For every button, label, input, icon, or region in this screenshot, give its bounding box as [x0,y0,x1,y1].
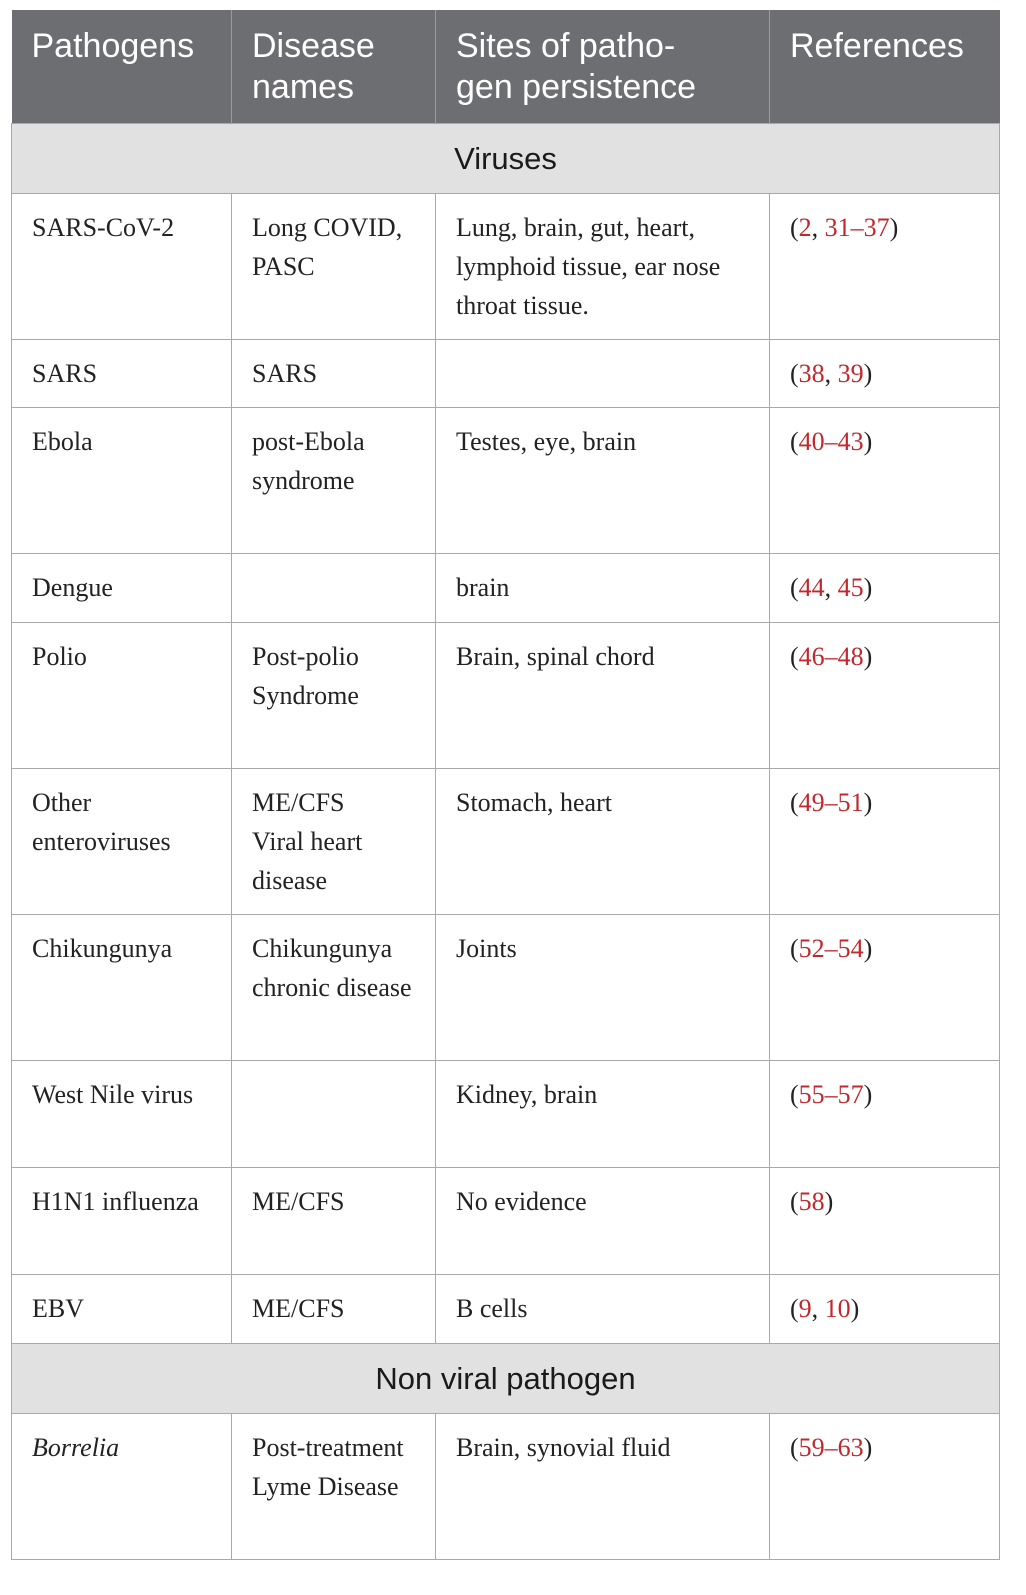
pathogen-cell [12,1167,232,1274]
reference-link[interactable]: 31–37 [824,212,890,242]
reference-link[interactable]: 44 [798,572,825,602]
reference-punctuation: ) [863,787,873,817]
sites-cell-text: B cells [456,1293,528,1323]
header-disease-names-label: Disease names [252,27,375,106]
reference-punctuation: ) [863,1079,873,1109]
pathogen-cell-text: SARS [32,358,98,388]
pathogen-cell [12,1274,232,1343]
table-row [12,768,1000,914]
references-cell [770,622,1000,768]
sites-cell-text: Lung, brain, gut, heart, lymphoid tissue, ear nose throat tissue. [456,212,721,320]
table-header [12,10,1000,123]
sites-cell [436,407,770,553]
reference-link[interactable]: 10 [824,1293,851,1323]
reference-link[interactable]: 59–63 [798,1432,864,1462]
reference-punctuation: ) [863,358,873,388]
pathogen-cell [12,553,232,622]
pathogen-cell-text: Polio [32,641,87,671]
reference-punctuation: ( [790,787,799,817]
table-row [12,193,1000,339]
reference-punctuation: ( [790,1293,799,1323]
section-title: Non viral pathogen [12,1343,1000,1413]
section-row [12,1343,1000,1413]
pathogen-cell-text: SARS-CoV-2 [32,212,175,242]
references-cell [770,914,1000,1060]
sites-cell [436,193,770,339]
sites-cell-text: Kidney, brain [456,1079,598,1109]
pathogen-cell [12,1060,232,1167]
header-sites [436,10,770,123]
table-row [12,622,1000,768]
references-cell [770,1167,1000,1274]
disease-cell [232,1060,436,1167]
disease-cell [232,1167,436,1274]
header-references-label: References [790,27,964,65]
sites-cell-text: Stomach, heart [456,787,612,817]
disease-cell [232,768,436,914]
disease-cell [232,407,436,553]
reference-link[interactable]: 39 [837,358,864,388]
pathogen-persistence-table [11,10,1000,1560]
reference-link[interactable]: 45 [837,572,864,602]
pathogen-cell [12,768,232,914]
reference-punctuation: ( [790,1186,799,1216]
header-pathogens [12,10,232,123]
table-row [12,1167,1000,1274]
disease-cell-text: Post-treatment Lyme Disease [252,1432,404,1501]
table-row [12,1413,1000,1559]
references-cell [770,1274,1000,1343]
table-row [12,1060,1000,1167]
pathogen-cell-text: Chikungunya [32,933,173,963]
pathogen-cell [12,339,232,407]
sites-cell [436,1167,770,1274]
sites-cell-text: No evidence [456,1186,587,1216]
reference-link[interactable]: 46–48 [798,641,864,671]
references-cell [770,407,1000,553]
reference-link[interactable]: 52–54 [798,933,864,963]
references-cell [770,193,1000,339]
disease-cell [232,553,436,622]
pathogen-cell [12,1413,232,1559]
disease-cell [232,339,436,407]
disease-cell [232,622,436,768]
reference-punctuation: ( [790,933,799,963]
sites-cell [436,768,770,914]
header-sites-label: Sites of patho- gen persistence [456,27,697,106]
table-row [12,553,1000,622]
references-cell [770,339,1000,407]
pathogen-cell-text: Dengue [32,572,113,602]
pathogen-cell [12,193,232,339]
disease-cell [232,1274,436,1343]
pathogen-cell-text: Borrelia [32,1432,120,1462]
reference-punctuation: , [824,358,838,388]
reference-punctuation: ) [850,1293,860,1323]
disease-cell-text: Viral heart disease [252,826,363,895]
sites-cell [436,622,770,768]
pathogen-cell [12,622,232,768]
sites-cell-text: Joints [456,933,517,963]
reference-punctuation: ) [863,572,873,602]
pathogen-cell [12,914,232,1060]
header-references [770,10,1000,123]
references-cell [770,1060,1000,1167]
reference-punctuation: ( [790,212,799,242]
pathogen-cell-text: Ebola [32,426,93,456]
reference-punctuation: ( [790,1079,799,1109]
disease-cell-text: Long COVID, PASC [252,212,403,281]
references-cell [770,1413,1000,1559]
reference-link[interactable]: 49–51 [798,787,864,817]
pathogen-cell-text: EBV [32,1293,84,1323]
header-row [12,10,1000,123]
reference-punctuation: ( [790,358,799,388]
disease-cell [232,914,436,1060]
sites-cell [436,1274,770,1343]
sites-cell [436,553,770,622]
reference-link[interactable]: 2 [798,212,812,242]
sites-cell [436,339,770,407]
table-row [12,1274,1000,1343]
disease-cell-text: ME/CFS [252,787,345,817]
header-disease-names [232,10,436,123]
reference-link[interactable]: 55–57 [798,1079,864,1109]
reference-link[interactable]: 38 [798,358,825,388]
reference-punctuation: ) [863,933,873,963]
disease-cell-text: SARS [252,358,318,388]
reference-punctuation: ) [889,212,899,242]
sites-cell [436,1060,770,1167]
reference-punctuation: ( [790,572,799,602]
disease-cell-text: Chikungunya chronic disease [252,933,412,1002]
reference-punctuation: , [811,1293,825,1323]
pathogen-cell-text: West Nile virus [32,1079,194,1109]
pathogen-cell [12,407,232,553]
pathogen-cell-text: H1N1 influenza [32,1186,199,1216]
disease-cell-text: post-Ebola syndrome [252,426,365,495]
pathogen-cell-text: Other enteroviruses [32,787,171,856]
disease-cell-text: Post-polio Syndrome [252,641,359,710]
disease-cell-text: ME/CFS [252,1186,345,1216]
reference-link[interactable]: 40–43 [798,426,864,456]
sites-cell [436,914,770,1060]
section-title: Viruses [12,123,1000,193]
table-row [12,339,1000,407]
reference-punctuation: ) [863,641,873,671]
section-row [12,123,1000,193]
reference-punctuation: ( [790,426,799,456]
reference-punctuation: ( [790,1432,799,1462]
table-row [12,914,1000,1060]
sites-cell-text: Testes, eye, brain [456,426,637,456]
reference-punctuation: , [811,212,825,242]
reference-link[interactable]: 58 [798,1186,825,1216]
sites-cell [436,1413,770,1559]
reference-link[interactable]: 9 [798,1293,812,1323]
reference-punctuation: ) [824,1186,834,1216]
reference-punctuation: ) [863,1432,873,1462]
reference-punctuation: , [824,572,838,602]
sites-cell-text: Brain, synovial fluid [456,1432,671,1462]
sites-cell-text: brain [456,572,510,602]
sites-cell-text: Brain, spinal chord [456,641,655,671]
disease-cell [232,1413,436,1559]
references-cell [770,768,1000,914]
table-row [12,407,1000,553]
references-cell [770,553,1000,622]
disease-cell-text: ME/CFS [252,1293,345,1323]
reference-punctuation: ( [790,641,799,671]
disease-cell [232,193,436,339]
table-body [12,123,1000,1559]
header-pathogens-label: Pathogens [31,27,195,65]
reference-punctuation: ) [863,426,873,456]
